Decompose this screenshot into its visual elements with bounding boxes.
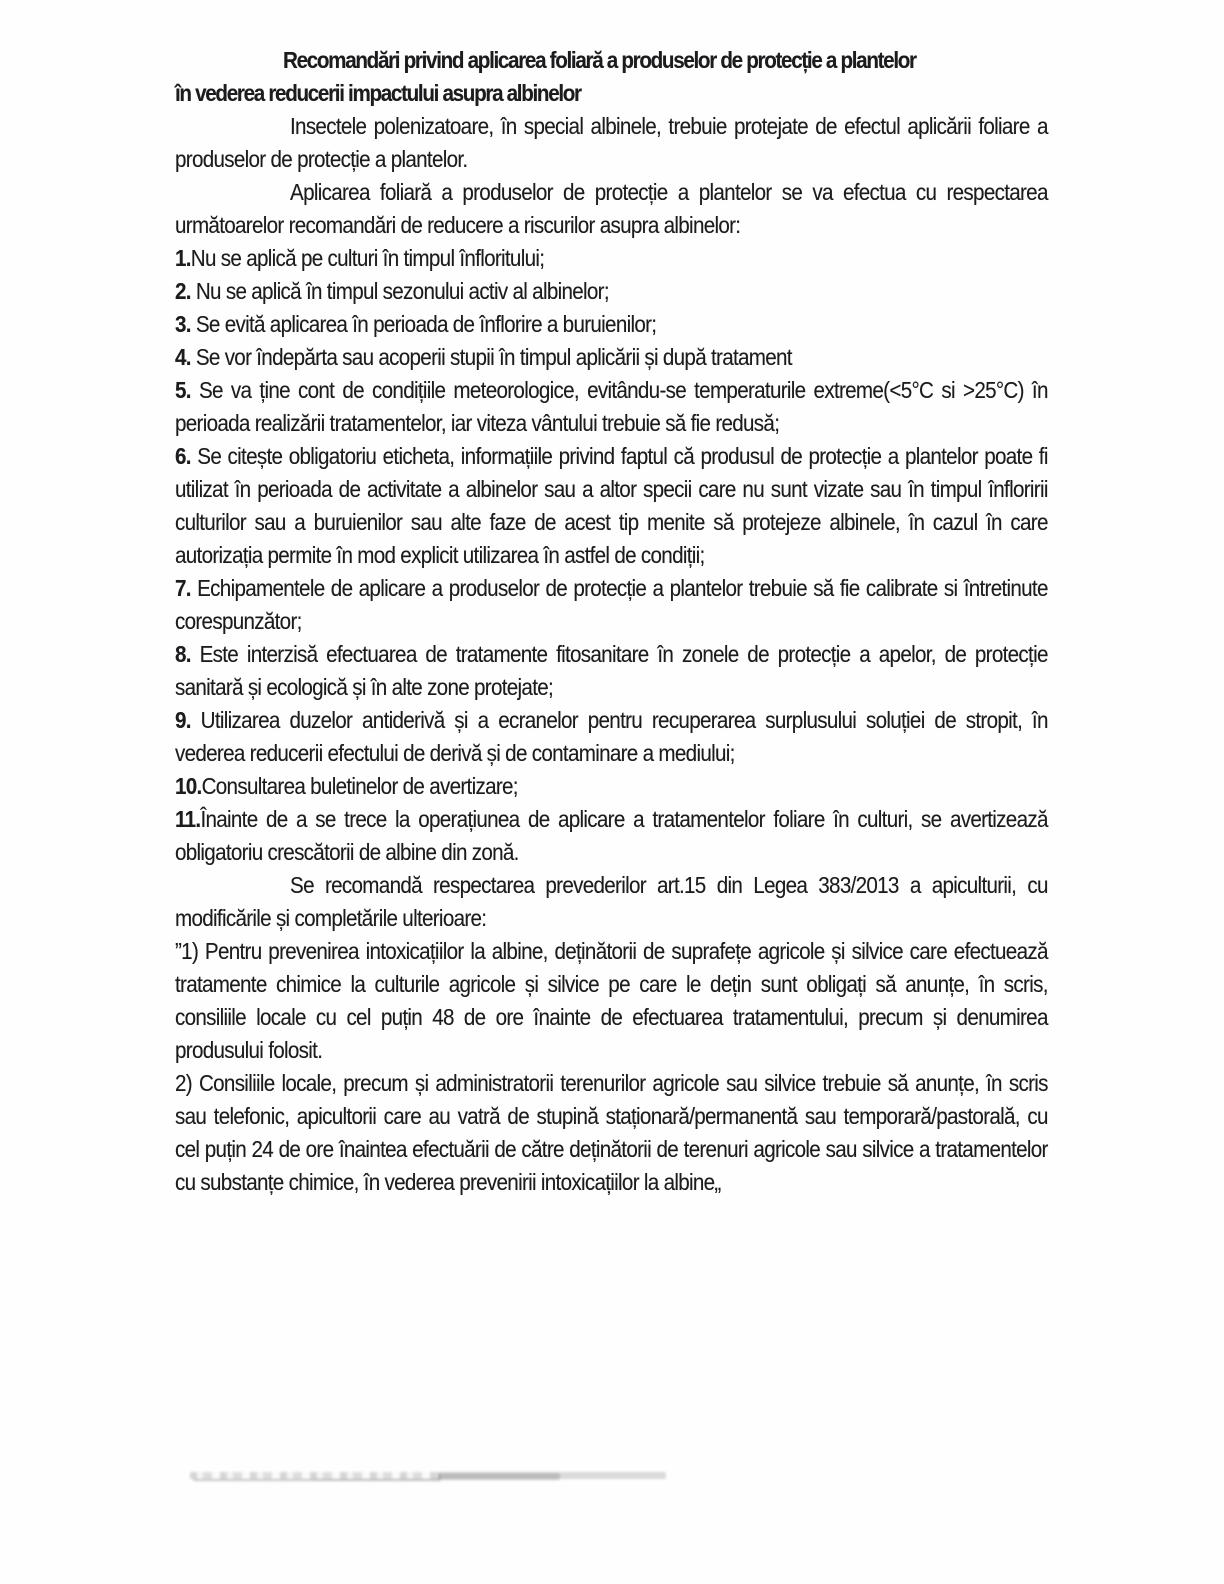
item-text: Se va ține cont de condițiile meteorologice, evitându-se temperaturile extreme(<5°C si >25°C) în perioada realizării tratamentelor, iar viteza vântului trebuie să fie redusă; [175, 377, 1048, 436]
item-number: 7. [175, 575, 191, 601]
recommendation-item-4 [175, 341, 1048, 374]
intro-paragraph-1: Insectele polenizatoare, în special albinele, trebuie protejate de efectul aplicării foliare a produselor de protecție a plantelor. [175, 113, 1048, 172]
item-number: 10. [175, 773, 202, 799]
recommendation-item-3 [175, 308, 1048, 341]
item-text: Se evită aplicarea în perioada de înflorire a buruienilor; [190, 311, 657, 337]
title-line-2: în vederea reducerii impactului asupra albinelor [175, 80, 581, 106]
recommendation-item-5 [175, 374, 1048, 440]
law-reference-paragraph: Se recomandă respectarea prevederilor art.15 din Legea 383/2013 a apiculturii, cu modificările și completările ulterioare: [175, 872, 1048, 931]
document-title [175, 44, 1048, 110]
recommendation-item-7 [175, 572, 1048, 638]
recommendation-item-6 [175, 440, 1048, 572]
scan-smudge-artifact [190, 1472, 438, 1479]
recommendation-item-1 [175, 242, 1048, 275]
item-number: 4. [175, 344, 191, 370]
item-number: 2. [175, 278, 191, 304]
title-line-1: Recomandări privind aplicarea foliară a produselor de protecție a plantelor [282, 47, 916, 73]
item-text: Echipamentele de aplicare a produselor de protecție a plantelor trebuie să fie calibrate si întretinute corespunzător; [175, 575, 1048, 634]
item-number: 5. [175, 377, 191, 403]
item-text: Nu se aplică în timpul sezonului activ al albinelor; [190, 278, 609, 304]
recommendation-item-2 [175, 275, 1048, 308]
intro-paragraph-2: Aplicarea foliară a produselor de protecție a plantelor se va efectua cu respectarea următoarelor recomandări de reducere a riscurilor asupra albinelor: [175, 179, 1048, 238]
item-text: Este interzisă efectuarea de tratamente fitosanitare în zonele de protecție a apelor, de protecție sanitară și ecologică și în alte zone protejate; [175, 641, 1048, 700]
item-number: 11. [175, 806, 201, 832]
item-number: 9. [175, 707, 191, 733]
law-quote-2: 2) Consiliile locale, precum și administratorii terenurilor agricole sau silvice trebuie să anunțe, în scris sau telefonic, apicultorii care au vatră de stupină staționară/permanentă sau temporară/pastorală, cu cel puțin 24 de ore înaintea efectuării de către deținătorii de terenuri agricole sau silvice a tratamentelor cu substanțe chimice, în vederea prevenirii intoxicațiilor la albine„ [175, 1070, 1048, 1195]
item-text: Nu se aplică pe culturi în timpul înfloritului; [190, 245, 545, 271]
recommendation-item-9 [175, 704, 1048, 770]
item-number: 8. [175, 641, 191, 667]
item-text: Se vor îndepărta sau acoperii stupii în timpul aplicării și după tratament [190, 344, 792, 370]
item-text: Înainte de a se trece la operațiunea de aplicare a tratamentelor foliare în culturi, se avertizează obligatoriu crescătorii de albine din zonă. [175, 806, 1048, 865]
recommendation-item-10 [175, 770, 1048, 803]
item-number: 6. [175, 443, 191, 469]
recommendation-item-11 [175, 803, 1048, 869]
recommendation-item-8 [175, 638, 1048, 704]
item-text: Consultarea buletinelor de avertizare; [201, 773, 518, 799]
law-quote-1: ”1) Pentru prevenirea intoxicațiilor la albine, deținătorii de suprafețe agricole și silvice care efectuează tratamente chimice la culturile agricole și silvice pe care le dețin sunt obligați să anunțe, în scris, consiliile locale cu cel puțin 48 de ore înainte de efectuarea tratamentului, precum și denumirea produsului folosit. [175, 938, 1048, 1063]
item-number: 1. [175, 245, 191, 271]
item-number: 3. [175, 311, 191, 337]
item-text: Se citește obligatoriu eticheta, informațiile privind faptul că produsul de protecție a plantelor poate fi utilizat în perioada de activitate a albinelor sau a altor specii care nu sunt vizate sau în timpul înfloririi culturilor sau a buruienilor sau alte faze de acest tip menite să protejeze albinele, în cazul în care autorizația permite în mod explicit utilizarea în astfel de condiții; [175, 443, 1048, 568]
document-body [175, 44, 1048, 1199]
item-text: Utilizarea duzelor antiderivă și a ecranelor pentru recuperarea surplusului soluției de stropit, în vederea reducerii efectului de derivă și de contaminare a mediului; [175, 707, 1048, 766]
